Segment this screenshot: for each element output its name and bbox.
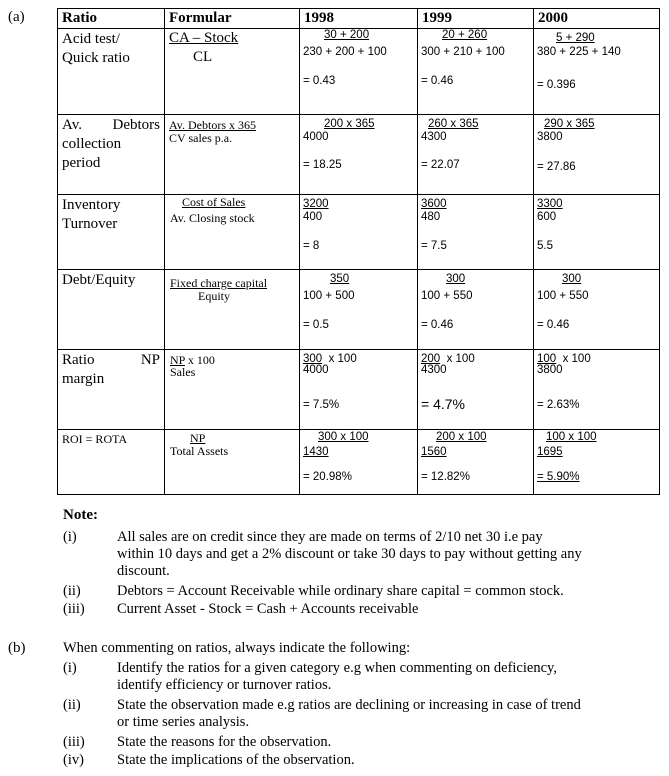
- value-result: 5.5: [537, 240, 553, 252]
- value-numerator: 300: [562, 273, 582, 285]
- ratio-name: period: [62, 155, 101, 171]
- ratio-name: Debtors: [112, 117, 160, 133]
- value-denominator: 600: [537, 211, 557, 223]
- value-denominator: 100 + 500: [303, 290, 355, 302]
- table-row: [58, 430, 660, 495]
- value-denominator: 380 + 225 + 140: [537, 46, 621, 58]
- value-numerator: 350: [330, 273, 350, 285]
- formula-denominator: CL: [193, 49, 213, 65]
- ratio-name: margin: [62, 371, 105, 387]
- note-item-text: Debtors = Account Receivable while ordinary share capital = common stock.: [117, 583, 564, 599]
- part-b-item-text: State the reasons for the observation.: [117, 734, 332, 750]
- part-b-item-num: (iv): [63, 752, 84, 768]
- value-denominator: 4300: [421, 364, 447, 376]
- header-2000: 2000: [534, 9, 660, 29]
- formula-numerator: NP: [190, 431, 206, 445]
- ratio-name: Turnover: [62, 216, 118, 232]
- value-result: = 8: [303, 240, 320, 252]
- note-item-num: (ii): [63, 583, 81, 599]
- value-numerator: 100 x 100: [546, 431, 597, 443]
- value-result: = 27.86: [537, 161, 576, 173]
- value-denominator: 100 + 550: [421, 290, 473, 302]
- value-numerator: 5 + 290: [556, 32, 595, 44]
- note-item-text: All sales are on credit since they are made on terms of 2/10 net 30 i.e pay within 10 days and get a 2% discount or take 30 days to pay without getting any discount.: [117, 529, 582, 579]
- formula-numerator: Av. Debtors x 365: [169, 118, 256, 132]
- value-result: = 0.43: [303, 75, 336, 87]
- value-denominator: 300 + 210 + 100: [421, 46, 505, 58]
- value-numerator: 30 + 200: [324, 29, 370, 41]
- part-b-item-num: (iii): [63, 734, 85, 750]
- value-result: = 4.7%: [421, 396, 465, 412]
- ratio-name: collection: [62, 136, 122, 152]
- table-row: [58, 29, 660, 115]
- header-formula: Formular: [165, 9, 300, 29]
- value-result: = 0.46: [537, 319, 570, 331]
- formula-denominator: Av. Closing stock: [170, 211, 255, 225]
- formula-numerator: CA – Stock: [169, 30, 239, 46]
- ratio-name: Debt/Equity: [62, 272, 136, 288]
- value-result: = 12.82%: [421, 471, 470, 483]
- ratio-name: NP: [140, 352, 160, 368]
- value-denominator: 4000: [303, 364, 329, 376]
- table-header-row: [58, 9, 660, 29]
- table-row: [58, 270, 660, 350]
- value-numerator: 3300: [537, 198, 563, 210]
- value-numerator: 300: [303, 353, 323, 365]
- part-b-intro: When commenting on ratios, always indicate the following:: [63, 640, 411, 656]
- ratio-name: Inventory: [62, 197, 121, 213]
- part-b-item-num: (i): [63, 660, 77, 676]
- ratio-name: Ratio: [62, 352, 95, 368]
- formula-denominator: Sales: [170, 365, 196, 379]
- value-result: = 20.98%: [303, 471, 352, 483]
- value-result: = 22.07: [421, 159, 460, 171]
- note-item-num: (iii): [63, 601, 85, 617]
- formula-multiplier: x 100: [187, 353, 215, 367]
- value-denominator: 4000: [303, 131, 329, 143]
- value-multiplier: x 100: [446, 353, 475, 365]
- formula-numerator: Fixed charge capital: [170, 276, 268, 290]
- part-b-item-num: (ii): [63, 697, 81, 713]
- formula-numerator: NP: [170, 353, 185, 367]
- value-numerator: 200: [421, 353, 441, 365]
- ratio-name: Av.: [62, 117, 82, 133]
- formula-denominator: Equity: [198, 289, 230, 303]
- value-denominator: 1695: [537, 446, 563, 458]
- value-denominator: 3800: [537, 364, 563, 376]
- value-result: = 0.5: [303, 319, 329, 331]
- value-result: = 0.46: [421, 75, 454, 87]
- formula-numerator: Cost of Sales: [182, 195, 246, 209]
- value-result: = 7.5%: [303, 399, 340, 411]
- table-row: [58, 350, 660, 430]
- value-result: = 18.25: [303, 159, 342, 171]
- header-1999: 1999: [418, 9, 534, 29]
- ratio-name: ROI = ROTA: [62, 432, 128, 446]
- header-ratio: Ratio: [58, 9, 165, 29]
- table-row: [58, 115, 660, 195]
- value-numerator: 290 x 365: [544, 118, 595, 130]
- formula-denominator: Total Assets: [170, 444, 229, 458]
- header-1998: 1998: [300, 9, 418, 29]
- formula-denominator: CV sales p.a.: [169, 131, 233, 145]
- value-result: = 0.396: [537, 79, 576, 91]
- value-denominator: 480: [421, 211, 441, 223]
- value-numerator: 300: [446, 273, 466, 285]
- value-numerator: 200 x 100: [436, 431, 487, 443]
- value-denominator: 1560: [421, 446, 447, 458]
- ratio-name: Quick ratio: [62, 50, 130, 66]
- value-multiplier: x 100: [562, 353, 591, 365]
- part-b-item-text: Identify the ratios for a given category e.g when commenting on deficiency, identify efficiency or turnover ratios.: [117, 660, 557, 693]
- part-b-item-text: State the implications of the observation.: [117, 752, 355, 768]
- note-item-text: Current Asset - Stock = Cash + Accounts receivable: [117, 601, 419, 617]
- value-numerator: 3600: [421, 198, 447, 210]
- note-item-num: (i): [63, 529, 77, 545]
- value-result: = 0.46: [421, 319, 454, 331]
- value-denominator: 3800: [537, 131, 563, 143]
- note-title: Note:: [63, 507, 98, 523]
- value-result: = 7.5: [421, 240, 447, 252]
- value-numerator: 3200: [303, 198, 329, 210]
- table-row: [58, 195, 660, 270]
- part-b-label: (b): [8, 640, 26, 656]
- value-numerator: 100: [537, 353, 557, 365]
- part-a-label: (a): [8, 9, 25, 25]
- value-numerator: 260 x 365: [428, 118, 479, 130]
- value-numerator: 200 x 365: [324, 118, 375, 130]
- value-result: = 2.63%: [537, 399, 580, 411]
- ratios-table: [57, 8, 660, 495]
- value-denominator: 4300: [421, 131, 447, 143]
- value-result: = 5.90%: [537, 471, 580, 483]
- value-numerator: 20 + 260: [442, 29, 488, 41]
- value-numerator: 300 x 100: [318, 431, 369, 443]
- value-denominator: 230 + 200 + 100: [303, 46, 387, 58]
- ratio-name: Acid test/: [62, 31, 120, 47]
- value-multiplier: x 100: [328, 353, 357, 365]
- value-denominator: 1430: [303, 446, 329, 458]
- value-denominator: 400: [303, 211, 323, 223]
- value-denominator: 100 + 550: [537, 290, 589, 302]
- part-b-item-text: State the observation made e.g ratios are declining or increasing in case of trend or time series analysis.: [117, 697, 581, 730]
